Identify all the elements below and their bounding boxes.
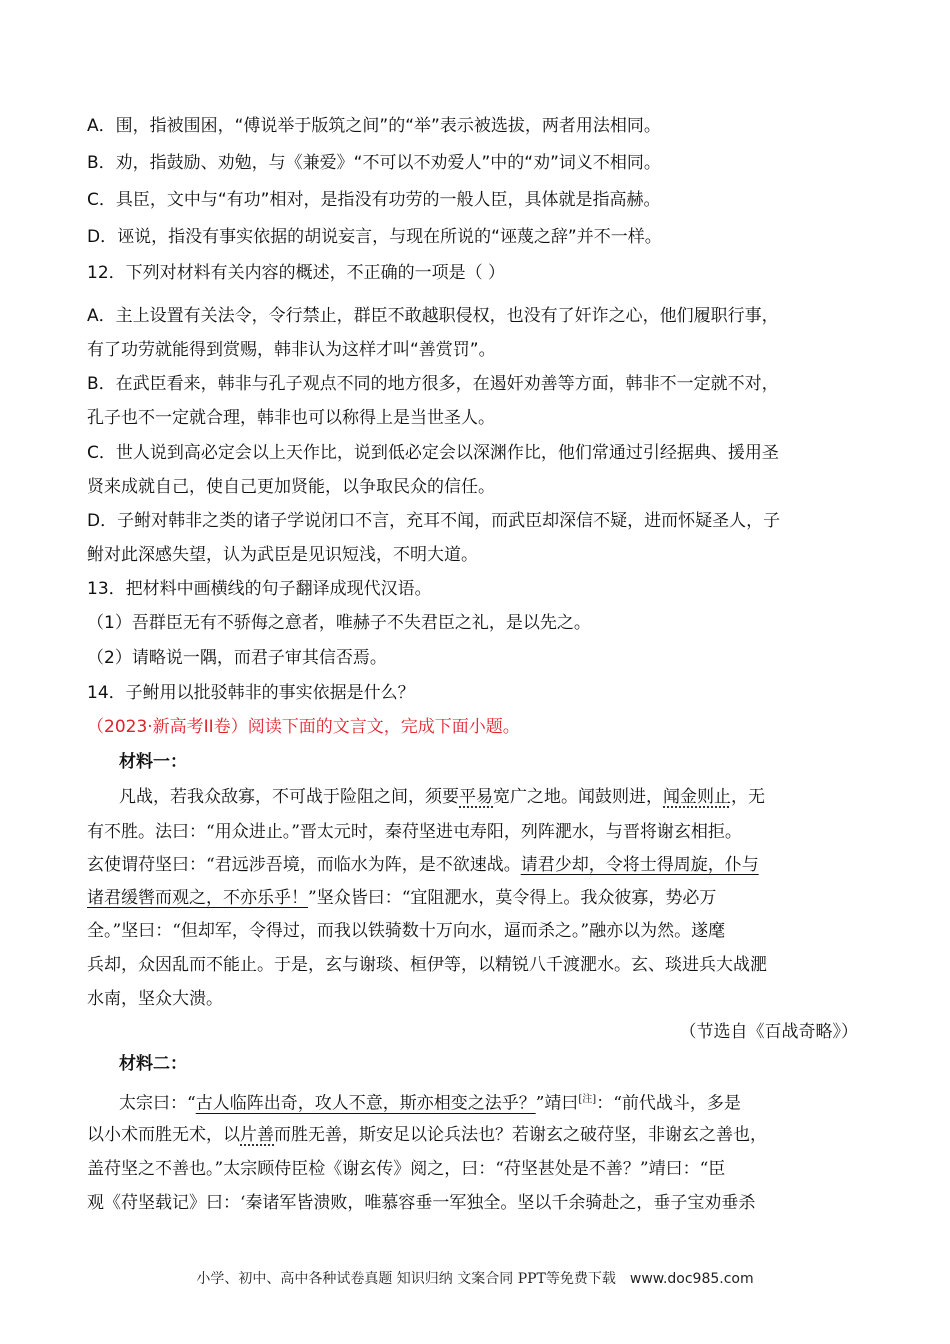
q12-title: 12．下列对材料有关内容的概述，不正确的一项是（ ） (87, 263, 506, 283)
material2-text: 而胜无善，斯安足以论兵法也？若谢玄之破苻坚，非谢玄之善也， (274, 1125, 767, 1145)
material2-text: ：“前代战斗，多是 (596, 1093, 741, 1114)
material1-line-7: 水南，坚众大溃。 (87, 989, 223, 1009)
q12-option-a-line1: A．主上设置有关法令，令行禁止，群臣不敢越职侵权，也没有了奸诈之心，他们履职行事， (87, 306, 779, 326)
material1-line-1 (119, 785, 765, 809)
emphasis-ping-yi: 平易 (459, 787, 493, 807)
footer-site-link[interactable]: www.doc985.com (629, 1271, 754, 1287)
material1-text: 凡战，若我众敌寡，不可战于险阻之间，须要 (119, 787, 459, 807)
material1-line-5: 全。”坚曰：“但却军，令得过，而我以铁骑数十万向水，逼而杀之。”融亦以为然。遂麾 (87, 921, 726, 941)
material1-line-2: 有不胜。法曰：“用众进止。”晋太元时，秦苻坚进屯寿阳，列阵淝水，与晋将谢玄相拒。 (87, 822, 742, 842)
q12-option-c-line1: C．世人说到高必定会以上天作比，说到低必定会以深渊作比，他们常通过引经据典、援用圣 (87, 443, 779, 463)
emphasis-pian-shan: 片善 (240, 1125, 274, 1145)
material2-text: 以小术而胜无术，以 (87, 1125, 240, 1145)
q12-option-d-line1: D．子鲋对韩非之类的诸子学说闭口不言，充耳不闻，而武臣却深信不疑，进而怀疑圣人，子 (87, 511, 781, 531)
footer-text: 小学、初中、高中各种试卷真题 知识归纳 文案合同 PPT等免费下载 (196, 1271, 616, 1287)
material2-text: ”靖曰 (535, 1093, 579, 1114)
q12-option-c-line2: 贤来成就自己，使自己更加贤能，以争取民众的信任。 (87, 477, 495, 497)
material2-line-2 (87, 1123, 767, 1147)
material2-text: 太宗曰：“ (119, 1093, 196, 1114)
emphasis-wen-jin-ze-zhi: 闻金则止 (663, 787, 731, 807)
q14-title: 14．子鲋用以批驳韩非的事实依据是什么？ (87, 683, 415, 703)
q13-item-1: （1）吾群臣无有不骄侮之意者，唯赫子不失君臣之礼，是以先之。 (87, 613, 591, 633)
footnote-marker: [注] (578, 1094, 597, 1105)
q12-option-b-line2: 孔子也不一定就合理，韩非也可以称得上是当世圣人。 (87, 408, 495, 428)
material2-label: 材料二： (119, 1054, 187, 1074)
material1-text: 玄使谓苻坚曰：“君远涉吾境，而临水为阵，是不欲速战。 (87, 855, 521, 875)
q12-option-b-line1: B．在武臣看来，韩非与孔子观点不同的地方很多，在遏奸劝善等方面，韩非不一定就不对， (87, 374, 779, 394)
q12-option-d-line2: 鲋对此深感失望，认为武臣是见识短浅，不明大道。 (87, 545, 478, 565)
q11-option-a: A．围，指被围困，“傅说举于版筑之间”的“举”表示被选拔，两者用法相同。 (87, 116, 661, 136)
q13-item-2: （2）请略说一隅，而君子审其信否焉。 (87, 648, 387, 668)
underlined-sentence: 请君少却，令将士得周旋，仆与 (520, 855, 759, 875)
underlined-sentence: 诸君缓辔而观之，不亦乐乎！ (87, 888, 308, 908)
q11-option-c: C．具臣，文中与“有功”相对，是指没有功劳的一般人臣，具体就是指高赫。 (87, 190, 661, 210)
page-footer (0, 1268, 950, 1288)
source-header: （2023·新高考II卷）阅读下面的文言文，完成下面小题。 (87, 717, 520, 737)
material1-source: （节选自《百战奇略》） (679, 1022, 858, 1042)
material1-line-3 (87, 853, 759, 877)
q12-option-a-line2: 有了功劳就能得到赏赐，韩非认为这样才叫“善赏罚”。 (87, 340, 496, 360)
material1-label: 材料一： (119, 752, 187, 772)
q11-option-b: B．劝，指鼓励、劝勉，与《兼爱》“不可以不劝爱人”中的“劝”词义不相同。 (87, 153, 661, 173)
material1-text: ，无 (731, 787, 765, 807)
material2-line-1 (119, 1088, 741, 1116)
material1-text: ”坚众皆曰：“宜阻淝水，莫令得上。我众彼寡，势必万 (308, 888, 717, 908)
material1-text: 宽广之地。闻鼓则进， (493, 787, 663, 807)
material1-line-4 (87, 886, 716, 910)
q13-title: 13．把材料中画横线的句子翻译成现代汉语。 (87, 579, 432, 599)
underlined-sentence: 古人临阵出奇，攻人不意，斯亦相变之法乎？ (195, 1093, 536, 1114)
material2-line-3: 盖苻坚之不善也。”太宗顾侍臣检《谢玄传》阅之，曰：“苻坚甚处是不善？”靖曰：“臣 (87, 1159, 726, 1179)
material2-line-4: 观《苻坚载记》曰：‘秦诸军皆溃败，唯慕容垂一军独全。坚以千余骑赴之，垂子宝劝垂杀 (87, 1193, 756, 1213)
material1-line-6: 兵却，众因乱而不能止。于是，玄与谢琰、桓伊等，以精锐八千渡淝水。玄、琰进兵大战淝 (87, 955, 767, 975)
q11-option-d: D．诬说，指没有事实依据的胡说妄言，与现在所说的“诬蔑之辞”并不一样。 (87, 227, 662, 247)
